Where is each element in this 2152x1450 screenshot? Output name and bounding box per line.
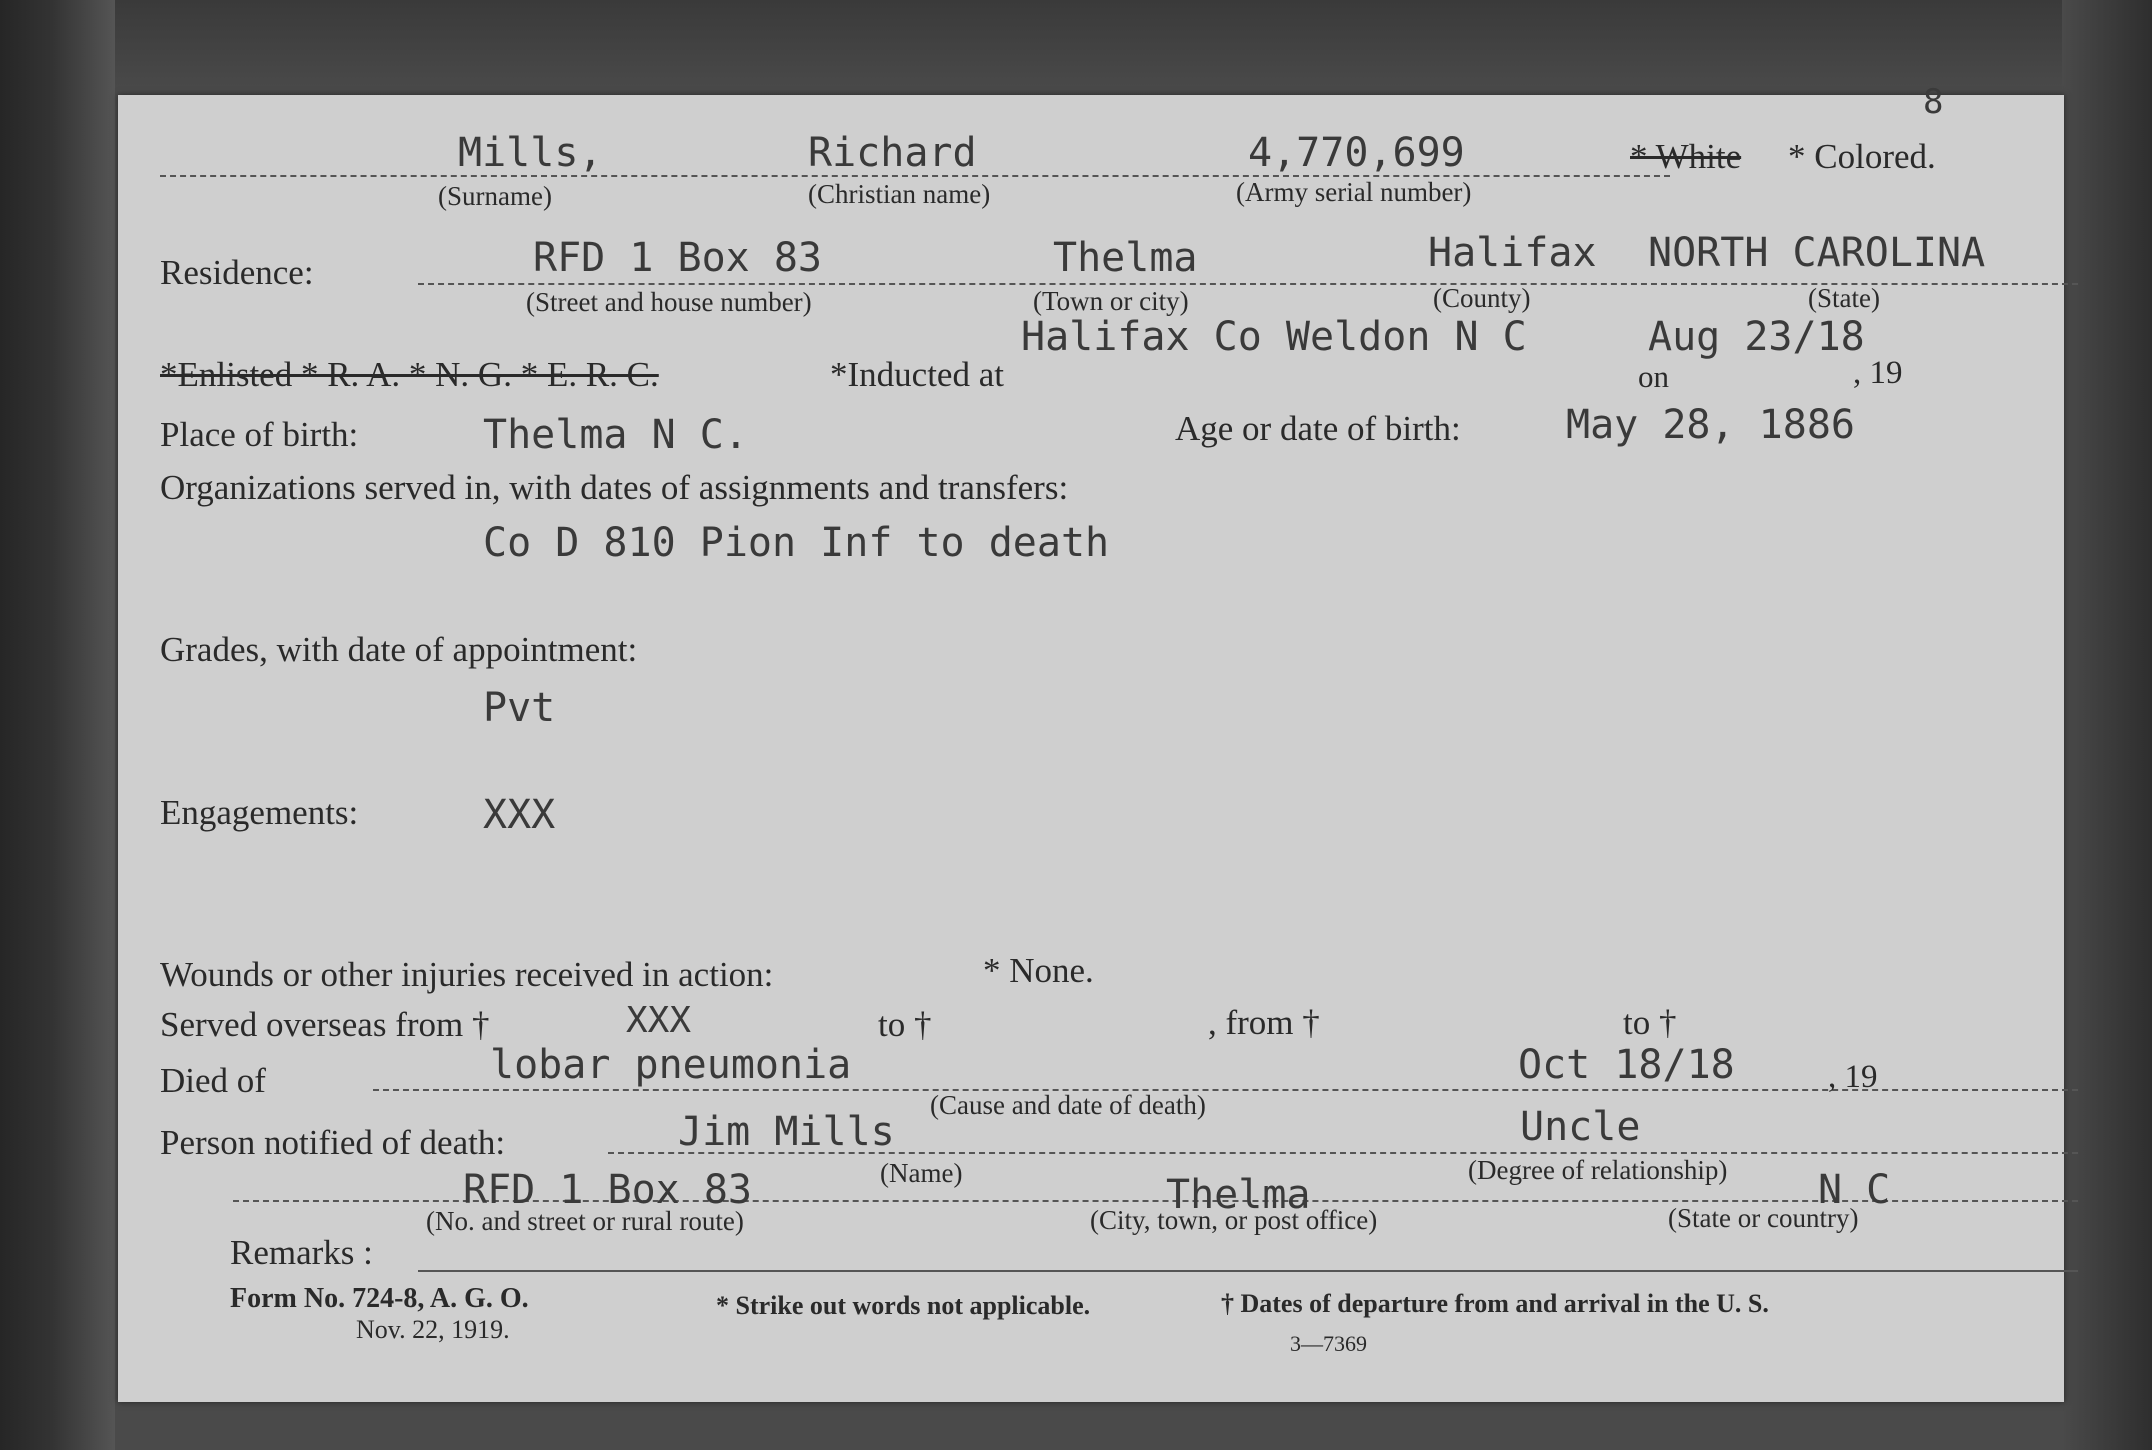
dagger-note: † Dates of departure from and arrival in the U. S. [1221,1289,1769,1318]
birth-place-value: Thelma N C. [483,412,748,458]
race-white-struck: * White [1630,137,1742,176]
form-date: Nov. 22, 1919. [356,1315,510,1344]
state-country-caption: (State or country) [1668,1203,1859,1233]
scan-background-right [2062,0,2152,1450]
cause-caption: (Cause and date of death) [930,1090,1206,1120]
notified-state: N C [1818,1167,1891,1213]
notified-label: Person notified of death: [160,1123,506,1162]
grades-label: Grades, with date of appointment: [160,630,638,669]
relationship-caption: (Degree of relationship) [1468,1155,1728,1185]
organizations-label: Organizations served in, with dates of assignments and transfers: [160,468,1069,507]
surname-caption: (Surname) [438,181,552,211]
race-colored: * Colored. [1788,137,1936,176]
overseas-label: Served overseas from † [160,1005,490,1044]
name-caption: (Name) [880,1158,963,1188]
death-cause: lobar pneumonia [490,1042,852,1088]
remarks-label: Remarks : [230,1233,373,1272]
overseas-to-1: to † [878,1005,932,1044]
scan-background-left [0,0,115,1450]
on-label: on [1638,359,1669,394]
enlistment-struck: *Enlisted * R. A. * N. G. * E. R. C. [160,355,659,394]
inducted-label: *Inducted at [830,355,1004,394]
residence-county: Halifax [1428,230,1597,276]
grades-value: Pvt [483,685,556,731]
serial-caption: (Army serial number) [1236,177,1472,207]
residence-town: Thelma [1053,235,1198,281]
form-number: Form No. 724-8, A. G. O. [230,1283,529,1314]
death-year-label: , 19 [1828,1059,1878,1095]
street-caption: (Street and house number) [526,287,812,317]
print-code: 3—7369 [1290,1331,1367,1356]
inducted-place: Halifax Co Weldon N C [1021,314,1527,360]
wounds-value: * None. [983,951,1094,990]
service-record-card [118,82,2064,1402]
town-caption: (Town or city) [1033,286,1189,316]
age-label: Age or date of birth: [1175,409,1461,448]
serial-number-value: 4,770,699 [1248,130,1465,176]
scan-background-top [0,0,2152,110]
birth-date-value: May 28, 1886 [1566,402,1855,448]
enlistment-year-label: , 19 [1853,355,1903,391]
residence-state: NORTH CAROLINA [1648,230,1986,276]
no-street-caption: (No. and street or rural route) [426,1206,744,1236]
city-post-caption: (City, town, or post office) [1090,1205,1378,1235]
card-number: 8 [1923,82,1944,122]
engagements-value: XXX [483,792,556,838]
overseas-to-2: to † [1623,1003,1677,1042]
state-caption: (State) [1808,283,1880,313]
residence-label: Residence: [160,253,314,292]
notified-name: Jim Mills [678,1109,895,1155]
overseas-value: XXX [626,1000,692,1041]
remarks-line [418,1270,2078,1272]
notified-city: Thelma [1166,1172,1311,1218]
died-of-line [373,1089,2078,1091]
inducted-date: Aug 23/18 [1648,314,1865,360]
overseas-from-2: , from † [1208,1003,1320,1042]
notified-relationship: Uncle [1520,1104,1641,1150]
notified-street: RFD 1 Box 83 [463,1167,752,1213]
engagements-label: Engagements: [160,793,359,832]
strike-note: * Strike out words not applicable. [716,1291,1091,1320]
residence-street: RFD 1 Box 83 [533,235,822,281]
death-date: Oct 18/18 [1518,1042,1735,1088]
christian-name-value: Richard [808,130,977,176]
county-caption: (County) [1433,283,1531,313]
christian-name-caption: (Christian name) [808,179,991,209]
surname-value: Mills, [458,130,603,176]
organizations-value: Co D 810 Pion Inf to death [483,520,1110,566]
died-of-label: Died of [160,1061,266,1100]
birth-place-label: Place of birth: [160,415,359,454]
wounds-label: Wounds or other injuries received in action: [160,955,774,994]
